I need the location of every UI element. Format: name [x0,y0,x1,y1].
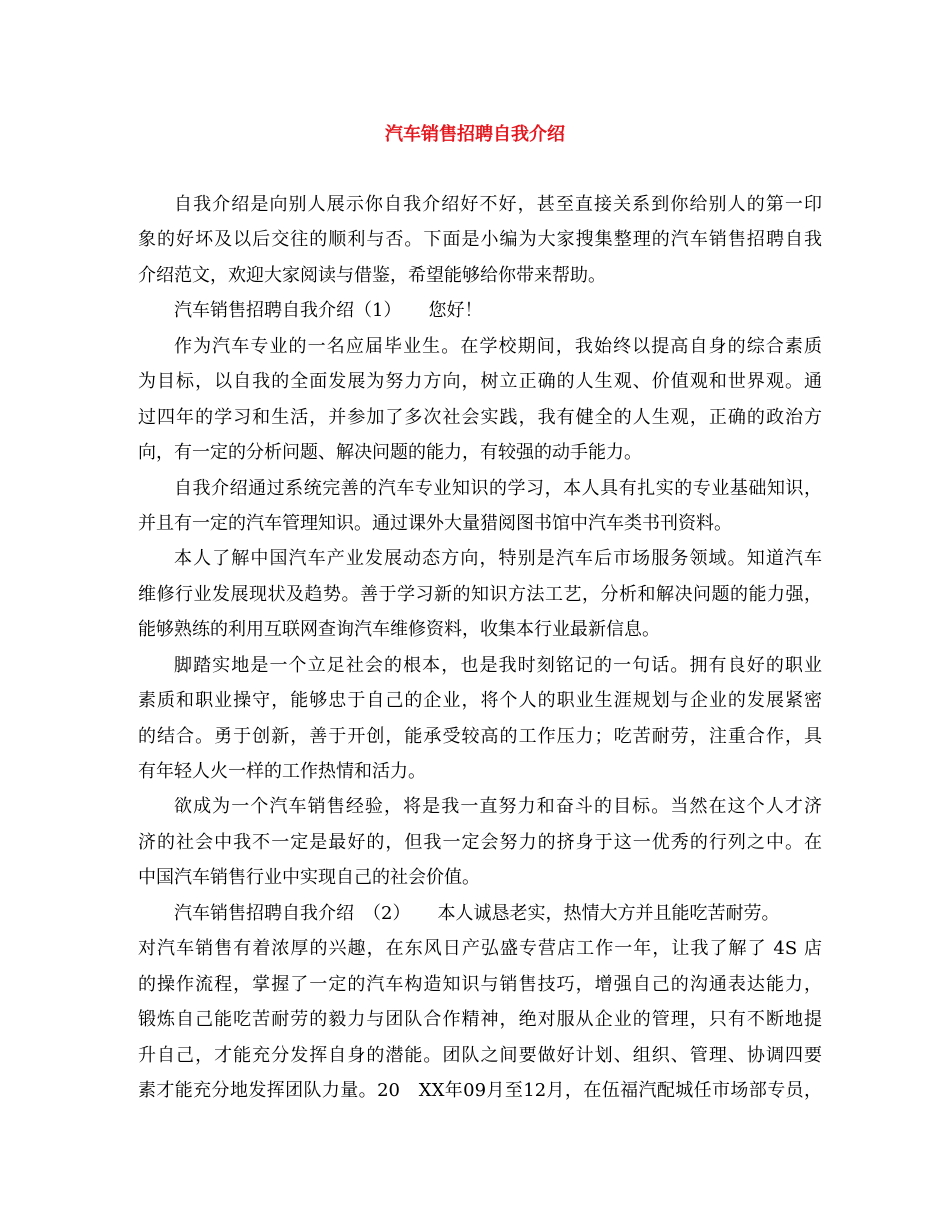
paragraph [138,789,822,895]
paragraph-line: 素才能充分地发挥团队力量。20 XX年09月至12月，在伍福汽配城任市场部专员， [138,1079,822,1101]
paragraph [138,648,822,790]
section-heading-line: 汽车销售招聘自我介绍 （2） 本人诚恳老实，热情大方并且能吃苦耐劳。 [174,902,780,924]
paragraph-line: 自我介绍是向别人展示你自我介绍好不好，甚至直接关系到你给别人的第一印 [174,194,822,215]
paragraph-line: 素质和职业操守，能够忠于自己的企业，将个人的职业生涯规划与企业的发展紧密 [138,690,822,712]
paragraph-line: 济的社会中我不一定是最好的，但我一定会努力的挤身于这一优秀的行列之中。在 [138,831,822,853]
document-body [138,187,822,1108]
paragraph [138,541,822,647]
paragraph-line: 象的好坏及以后交往的顺利与否。下面是小编为大家搜集整理的汽车销售招聘自我 [138,229,822,251]
paragraph [138,187,822,293]
paragraph-line: 脚踏实地是一个立足社会的根本，也是我时刻铭记的一句话。拥有良好的职业 [174,654,822,676]
paragraph-line: 锻炼自己能吃苦耐劳的毅力与团队合作精神，绝对服从企业的管理，只有不断地提 [138,1009,822,1031]
paragraph-line: 的结合。勇于创新，善于开创，能承受较高的工作压力；吃苦耐劳，注重合作，具 [138,725,822,747]
document-title: 汽车销售招聘自我介绍 [385,124,565,145]
section-heading-line: 汽车销售招聘自我介绍（1） 您好！ [174,300,483,322]
paragraph-line: 介绍范文，欢迎大家阅读与借鉴，希望能够给你带来帮助。 [138,264,606,286]
paragraph-line: 为目标，以自我的全面发展为努力方向，树立正确的人生观、价值观和世界观。通 [138,371,822,393]
paragraph [138,293,822,328]
paragraph-line: 升自己，才能充分发挥自身的潜能。团队之间要做好计划、组织、管理、协调四要 [138,1044,822,1066]
paragraph-line: 维修行业发展现状及趋势。善于学习新的知识方法工艺，分析和解决问题的能力强， [138,583,822,605]
paragraph-line: 对汽车销售有着浓厚的兴趣，在东风日产弘盛专营店工作一年，让我了解了 4S 店 [138,938,822,960]
paragraph-line: 有年轻人火一样的工作热情和活力。 [138,761,426,782]
paragraph-line: 并且有一定的汽车管理知识。通过课外大量猎阅图书馆中汽车类书刊资料。 [138,512,732,534]
paragraph-line: 的操作流程，掌握了一定的汽车构造知识与销售技巧，增强自己的沟通表达能力， [138,973,822,995]
paragraph [138,896,822,1109]
paragraph [138,471,822,542]
paragraph-line: 过四年的学习和生活，并参加了多次社会实践，我有健全的人生观，正确的政治方 [138,406,822,428]
paragraph-line: 能够熟练的利用互联网查询汽车维修资料，收集本行业最新信息。 [138,619,660,641]
paragraph-line: 中国汽车销售行业中实现自己的社会价值。 [138,867,480,889]
paragraph-line: 本人了解中国汽车产业发展动态方向，特别是汽车后市场服务领域。知道汽车 [174,548,822,570]
paragraph-line: 自我介绍通过系统完善的汽车专业知识的学习，本人具有扎实的专业基础知识， [174,477,822,499]
paragraph-line: 欲成为一个汽车销售经验，将是我一直努力和奋斗的目标。当然在这个人才济 [174,796,822,818]
paragraph-line: 向，有一定的分析问题、解决问题的能力，有较强的动手能力。 [138,442,642,464]
paragraph-line: 作为汽车专业的一名应届毕业生。在学校期间，我始终以提高自身的综合素质 [174,335,822,357]
paragraph [138,329,822,471]
